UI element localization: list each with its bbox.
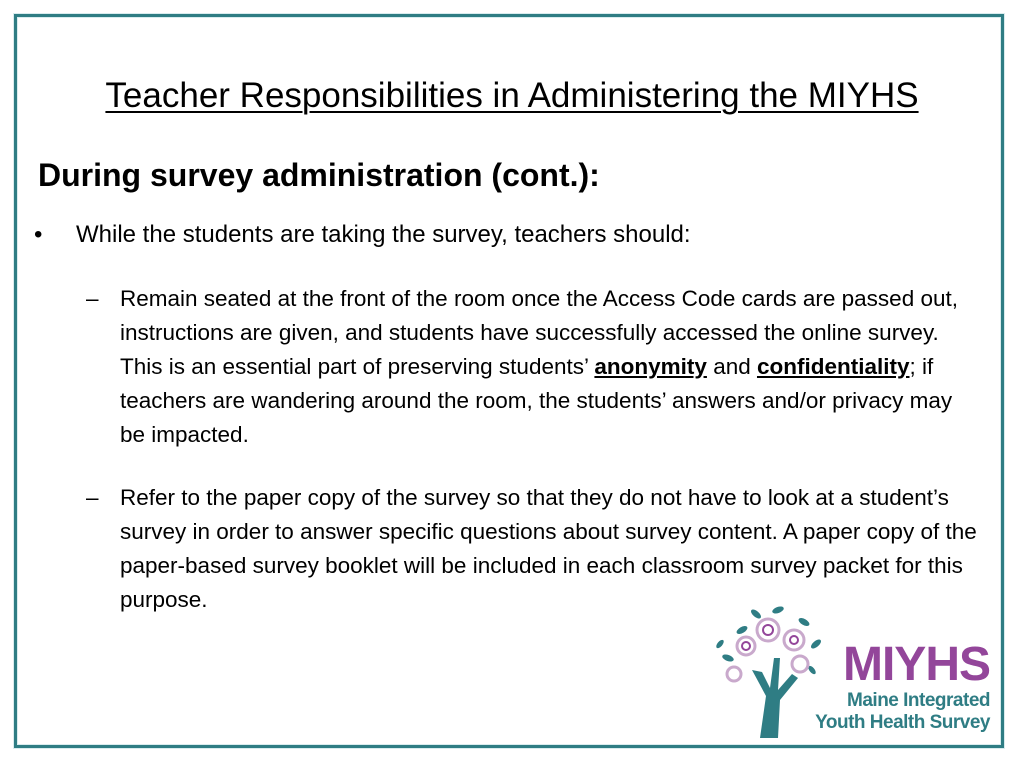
logo-name: MIYHS <box>842 638 990 691</box>
slide-title-text: Teacher Responsibilities in Administering the MIYHS <box>105 76 919 115</box>
bullet-marker: • <box>34 221 43 248</box>
sub-item-text-part1: Remain seated at the front of the room once the Access Code cards are passed out, instructions are given, and students have successfully accessed the online survey. This is an essential part of preserving students’ <box>120 286 958 379</box>
bullet-item <box>34 217 691 253</box>
anonymity-emphasis: anonymity <box>594 354 707 379</box>
sub-item-text: Refer to the paper copy of the survey so that they do not have to look at a student’s survey in order to answer specific questions about survey content. A paper copy of the paper-based survey booklet will be included in each classroom survey packet for this purpose. <box>120 485 977 612</box>
sub-item-remain-seated <box>86 282 986 452</box>
section-subheading: During survey administration (cont.): <box>38 157 600 193</box>
sub-item-text <box>120 282 980 452</box>
miyhs-logo <box>790 640 990 734</box>
sub-item-paper-copy <box>86 481 986 617</box>
sub-item-text-part2: and <box>706 354 757 379</box>
slide-title <box>0 72 1024 120</box>
logo-line1: Maine Integrated <box>847 690 990 711</box>
logo-line2: Youth Health Survey <box>815 712 990 733</box>
sub-item-marker: – <box>86 485 99 510</box>
sub-item-marker: – <box>86 286 99 311</box>
bullet-text: While the students are taking the survey, teachers should: <box>76 221 691 248</box>
confidentiality-emphasis: confidentiality <box>756 354 910 379</box>
sub-item-text-part3: ; if teachers are wandering around the room, the students’ answers and/or privacy may be impacted. <box>120 354 953 447</box>
